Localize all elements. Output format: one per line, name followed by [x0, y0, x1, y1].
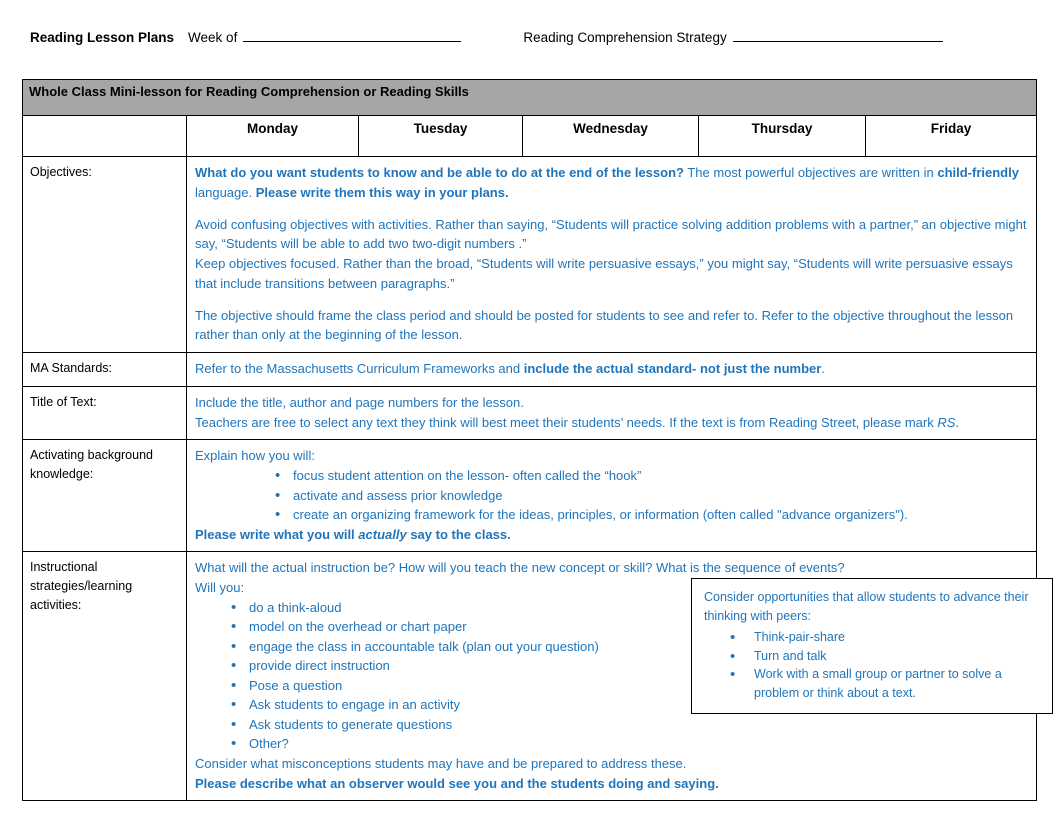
- row-label-title-of-text: Title of Text:: [23, 386, 187, 440]
- instructional-closing-bold: Please describe what an observer would see you and the students doing and saying.: [195, 775, 719, 791]
- table-row-activating-background-knowledge: [23, 440, 1037, 552]
- list-item: • activate and assess prior knowledge: [271, 486, 1028, 506]
- objectives-bold-question: What do you want students to know and be able to do at the end of the lesson?: [195, 165, 684, 180]
- strategy-group: [523, 28, 942, 45]
- peer-opportunities-callout: [691, 578, 1053, 714]
- title-of-text-italic-rs: RS: [937, 414, 956, 430]
- week-of-label: Week of: [188, 30, 238, 45]
- column-header-thursday: Thursday: [699, 116, 866, 157]
- activating-closing: [195, 525, 1028, 545]
- objectives-paragraph-3: Keep objectives focused. Rather than the broad, “Students will write persuasive essays,” you might say, “Students will write persuasive essays that include transitions between paragraphs.”: [195, 256, 1013, 291]
- row-content-activating-background-knowledge[interactable]: [187, 440, 1037, 552]
- day-header-blank-corner: [23, 116, 187, 157]
- week-of-blank-field[interactable]: [243, 28, 461, 42]
- list-item: • Pose a question: [227, 676, 1028, 696]
- table-row-objectives: [23, 157, 1037, 353]
- activating-closing-bold-2: say to the class.: [406, 526, 511, 542]
- row-content-ma-standards[interactable]: [187, 353, 1037, 387]
- callout-intro: Consider opportunities that allow students to advance their thinking with peers:: [704, 590, 1029, 624]
- instructional-intro-1: What will the actual instruction be? How will you teach the new concept or skill? What is the sequence of events?: [195, 560, 845, 576]
- ma-standards-paragraph: [195, 359, 1028, 379]
- objectives-bold-writethisway: Please write them this way in your plans.: [255, 184, 509, 200]
- ma-standards-plain-2: .: [821, 361, 825, 376]
- callout-bullet-list: [728, 628, 1040, 703]
- activating-closing-bold-1: Please write what you will: [195, 526, 359, 542]
- column-header-wednesday: Wednesday: [523, 116, 699, 157]
- activating-bullet-list: [271, 466, 1028, 525]
- instructional-closing-plain: Consider what misconceptions students may have and be prepared to address these.: [195, 755, 687, 771]
- page-title: Reading Lesson Plans: [30, 30, 175, 45]
- strategy-blank-field[interactable]: [733, 28, 943, 42]
- title-of-text-period: .: [955, 414, 960, 430]
- row-label-ma-standards: MA Standards:: [23, 353, 187, 387]
- column-header-monday: Monday: [187, 116, 359, 157]
- objectives-plain-1: The most powerful objectives are written in: [683, 165, 938, 180]
- list-item: • do a think-aloud: [227, 598, 1028, 618]
- list-item: • Other?: [227, 734, 1028, 754]
- week-of-group: [30, 28, 461, 45]
- list-item: • provide direct instruction: [227, 656, 1028, 676]
- column-header-tuesday: Tuesday: [359, 116, 523, 157]
- row-label-objectives: Objectives:: [23, 157, 187, 353]
- row-label-instructional-strategies: Instructional strategies/learning activities:: [23, 552, 187, 801]
- list-item: • Turn and talk: [728, 647, 1040, 666]
- objectives-paragraph-1: [195, 163, 1028, 203]
- table-banner-row: [23, 80, 1037, 116]
- title-of-text-plain: Teachers are free to select any text they think will best meet their students’ needs. If the text is from Reading Street, please mark: [195, 414, 938, 430]
- table-row-title-of-text: [23, 386, 1037, 440]
- list-item: • create an organizing framework for the ideas, principles, or information (often called "advance organizers").: [271, 505, 1028, 525]
- table-day-header-row: [23, 116, 1037, 157]
- ma-standards-plain-1: Refer to the Massachusetts Curriculum Frameworks and: [195, 361, 524, 376]
- strategy-label: Reading Comprehension Strategy: [523, 30, 727, 45]
- objectives-plain-2: language.: [195, 184, 256, 200]
- list-item: • model on the overhead or chart paper: [227, 617, 1028, 637]
- title-of-text-paragraph-1: Include the title, author and page numbers for the lesson.: [195, 394, 524, 410]
- list-item: • Think-pair-share: [728, 628, 1040, 647]
- banner-title: Whole Class Mini-lesson for Reading Comprehension or Reading Skills: [23, 80, 1037, 116]
- document-header: [30, 28, 1026, 52]
- table-row-ma-standards: [23, 353, 1037, 387]
- instructional-intro-2: Will you:: [195, 580, 245, 595]
- row-content-objectives[interactable]: [187, 157, 1037, 353]
- row-content-title-of-text[interactable]: [187, 386, 1037, 440]
- list-item: • Ask students to generate questions: [227, 715, 1028, 735]
- objectives-paragraph-4: The objective should frame the class period and should be posted for students to see and refer to. Refer to the objective throughout the lesson rather than only at the beginning of the lesson.: [195, 307, 1014, 343]
- ma-standards-bold: include the actual standard- not just the number: [523, 361, 822, 376]
- title-of-text-paragraph-2: [195, 413, 1028, 433]
- row-label-activating-background-knowledge: Activating background knowledge:: [23, 440, 187, 552]
- objectives-paragraph-2: Avoid confusing objectives with activities. Rather than saying, “Students will practice solving addition problems with a partner,” an objective might say, “Students will be able to add two two-digit numbers .”: [195, 216, 1027, 252]
- column-header-friday: Friday: [866, 116, 1037, 157]
- list-item: • Work with a small group or partner to solve a problem or think about a text.: [728, 665, 1040, 703]
- objectives-bold-childfriendly: child-friendly: [937, 165, 1019, 180]
- list-item: • focus student attention on the lesson- often called the “hook”: [271, 466, 1028, 486]
- activating-closing-italic: actually: [358, 526, 407, 542]
- activating-intro: Explain how you will:: [195, 448, 315, 464]
- list-item: • engage the class in accountable talk (plan out your question): [227, 637, 1028, 657]
- list-item: • Ask students to engage in an activity: [227, 695, 1028, 715]
